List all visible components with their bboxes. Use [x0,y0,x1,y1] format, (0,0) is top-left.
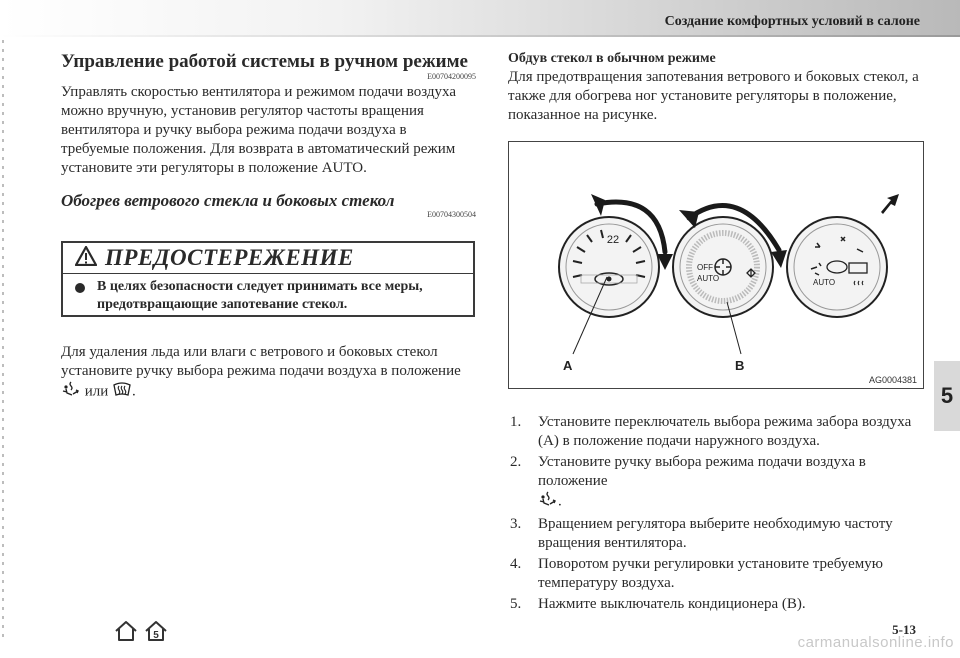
warning-text: В целях безопасности следует принимать все меры, предотвращающие запотевание стекол. [97,279,423,312]
fan-auto-label: AUTO [697,274,720,283]
defrost-instructions: Для удаления льда или влаги с ветрового и боковых стекол установите ручку выбора режима подачи воздуха в положение или . [61,343,476,403]
svg-text:5: 5 [153,630,159,641]
defrost-feet-icon [61,381,81,403]
warning-header [63,243,473,274]
defrost-or: или [84,383,109,400]
defrost-subtitle: Обогрев ветрового стекла и боковых стекол [61,191,395,210]
list-item [510,453,930,513]
chapter-5-icon[interactable] [144,620,168,647]
list-item [510,595,930,614]
fan-off-label: OFF [697,263,713,272]
defrost-feet-icon [538,491,558,513]
defrost-text: Для удаления льда или влаги с ветрового и боковых стекол установите ручку выбора режима подачи воздуха в положение [61,344,461,379]
figure-code: AG0004381 [868,375,917,385]
step-number: 2. [510,454,522,470]
list-item [510,515,930,553]
warning-box [61,241,475,317]
label-a: A [563,358,573,373]
margin-marks [2,40,4,640]
page-number: 5-13 [892,622,916,637]
step-text: Вращением регулятора выберите необходимую частоту вращения вентилятора. [538,516,893,551]
chapter-tab[interactable]: 5 [934,361,960,431]
control-knobs-diagram [509,142,923,388]
mode-knob [787,217,887,317]
list-item [510,413,930,451]
warning-triangle-icon [75,246,97,271]
step-text-wrap: Установите ручку выбора режима подачи воздуха в положение . [538,453,930,513]
home-icon[interactable] [114,620,138,647]
temp-mark: 22 [606,234,620,246]
warning-body [63,274,473,314]
bullet-icon [75,283,85,293]
normal-mode-text: Для предотвращения запотевания ветрового и боковых стекол, а также для обогрева ног установите регуляторы в положение, показанное на рисунке. [508,69,919,123]
step-text: Установите ручку выбора режима подачи воздуха в положение [538,454,866,489]
temperature-knob [559,217,659,317]
manual-mode-text: Управлять скоростью вентилятора и режимом подачи воздуха можно вручную, установив регулятор частоты вращения вентилятора и ручку выбора режима подачи воздуха в требуемые положения. Для возврата в автоматический режим установите эти регуляторы в положение AUTO. [61,84,456,176]
step-number: 3. [510,516,522,532]
fan-knob [673,217,773,317]
header-rule [0,35,960,37]
left-column [61,50,476,403]
step-text: Поворотом ручки регулировки установите требуемую температуру воздуха. [538,556,883,591]
list-item [510,555,930,593]
page-nav [114,620,168,647]
step-text: Установите переключатель выбора режима забора воздуха (А) в положение подачи наружного воздуха. [538,414,912,449]
mode-pointer-arrow [881,194,899,214]
right-column [508,50,923,125]
step-text: Нажмите выключатель кондиционера (В). [538,596,806,612]
section-code: E00704200095 [427,72,476,81]
step-number: 1. [510,414,522,430]
step-number: 5. [510,596,522,612]
arrowhead-temperature [591,194,605,216]
watermark: carmanualsonline.info [797,634,954,651]
section-title: Управление работой системы в ручном режиме [61,51,468,72]
windshield-defrost-icon [112,381,132,403]
header-title: Создание комфортных условий в салоне [664,14,920,29]
page-header [0,0,960,37]
mode-auto-label: AUTO [813,278,836,287]
steps-list [510,413,930,616]
label-b: B [735,358,745,373]
warning-title: ПРЕДОСТЕРЕЖЕНИЕ [105,245,354,270]
step-number: 4. [510,556,522,572]
controls-figure [508,141,924,389]
subtitle-code: E00704300504 [427,210,476,219]
normal-mode-title: Обдув стекол в обычном режиме [508,51,716,66]
